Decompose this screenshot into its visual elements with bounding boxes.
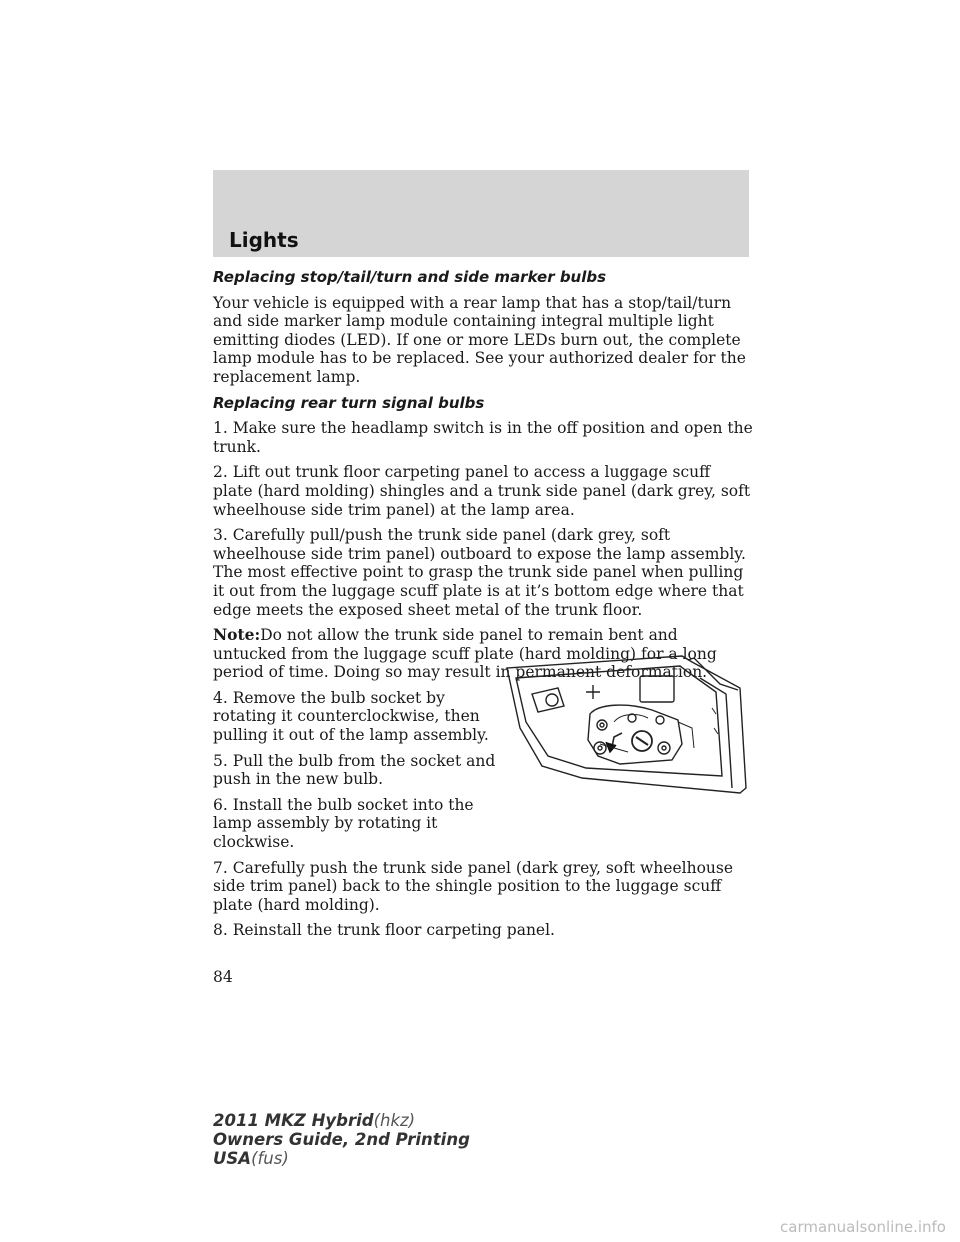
- note-text: Do not allow the trunk side panel to remain bent and untucked from the luggage scuff plate (hard molding) for a long period of time. Doing so may result in permanent deformation.: [213, 626, 717, 682]
- section-header-bar: [213, 170, 749, 257]
- document-footer: [213, 1111, 470, 1168]
- footer-line-2: Owners Guide, 2nd Printing: [213, 1130, 470, 1149]
- footer-line-1: [213, 1111, 470, 1130]
- paragraph-led-module: Your vehicle is equipped with a rear lamp that has a stop/tail/turn and side marker lamp module containing integral multiple light emitting diodes (LED). If one or more LEDs burn out, the complete lamp module has to be replaced. See your authorized dealer for the replacement lamp.: [213, 293, 746, 386]
- step-8: 8. Reinstall the trunk floor carpeting panel.: [213, 921, 555, 940]
- section-title: Lights: [229, 228, 299, 252]
- step-4: 4. Remove the bulb socket by rotating it counterclockwise, then pulling it out of the lamp assembly.: [213, 688, 489, 745]
- note-label: Note:: [213, 625, 261, 645]
- step-5: 5. Pull the bulb from the socket and push in the new bulb.: [213, 751, 496, 789]
- footer-market: USA: [213, 1149, 252, 1168]
- page-number: 84: [213, 968, 233, 986]
- lamp-assembly-illustration: [502, 648, 749, 797]
- watermark-link[interactable]: carmanualsonline.info: [780, 1218, 946, 1236]
- footer-line-3: [213, 1149, 470, 1168]
- step-7-text: 7. Carefully push the trunk side panel (dark grey, soft wheelhouse side trim panel) back to the shingle position to the luggage scuff plate (hard molding).: [213, 858, 734, 914]
- step-7: [213, 859, 753, 915]
- heading-rear-turn-signal: Replacing rear turn signal bulbs: [213, 393, 485, 412]
- footer-model-code: (hkz): [373, 1111, 416, 1130]
- step-6: 6. Install the bulb socket into the lamp assembly by rotating it clockwise.: [213, 795, 474, 852]
- step-2: 2. Lift out trunk floor carpeting panel to access a luggage scuff plate (hard molding) shingles and a trunk side panel (dark grey, soft wheelhouse side trim panel) at the lamp area.: [213, 463, 751, 519]
- step-1: 1. Make sure the headlamp switch is in the off position and open the trunk.: [213, 419, 753, 456]
- heading-stop-tail-turn: Replacing stop/tail/turn and side marker bulbs: [213, 268, 607, 286]
- page-content: [213, 264, 753, 947]
- footer-model: 2011 MKZ Hybrid: [213, 1111, 374, 1130]
- step-3: 3. Carefully pull/push the trunk side panel (dark grey, soft wheelhouse side trim panel) outboard to expose the lamp assembly. The most effective point to grasp the trunk side panel when pulling it out from the luggage scuff plate is at it’s bottom edge where that edge meets the exposed sheet metal of the trunk floor.: [213, 526, 746, 619]
- footer-market-code: (fus): [251, 1149, 289, 1168]
